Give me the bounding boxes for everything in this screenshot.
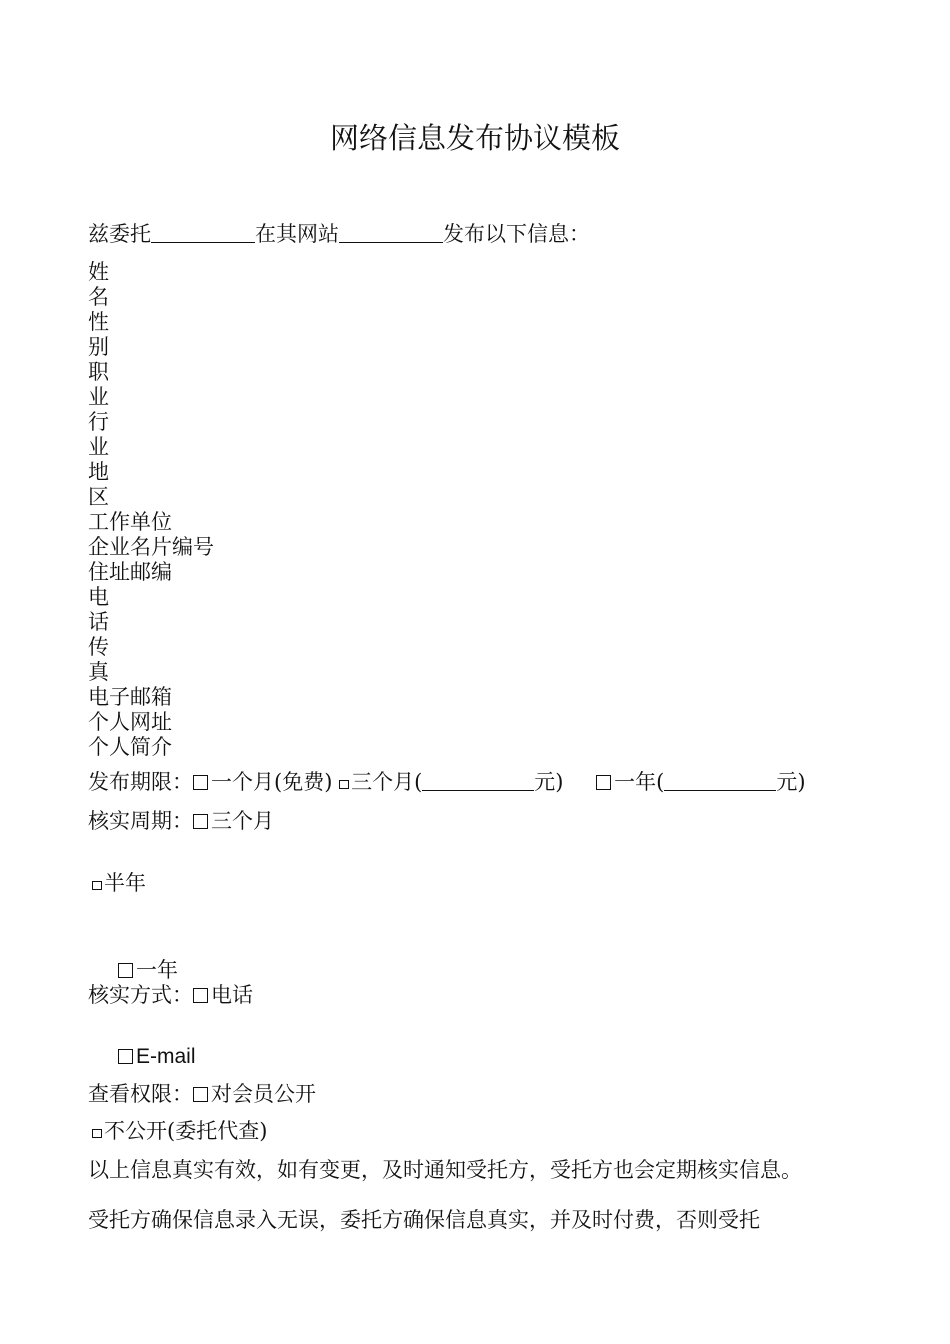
blank-three-months-fee[interactable] [422,772,534,791]
option-verify-phone: 电话 [211,983,253,1007]
option-private: 不公开(委托代查) [104,1119,268,1143]
field-label: 区 [88,485,109,509]
checkbox-verify-email[interactable] [118,1049,133,1064]
field-label: 个人简介 [88,735,172,759]
document-title: 网络信息发布协议模板 [329,121,620,155]
blank-one-year-fee[interactable] [664,772,776,791]
blank-website[interactable] [339,224,443,243]
view-permission-label: 查看权限： [88,1082,193,1106]
verify-cycle-half-year-line [92,871,146,896]
option-verify-half-year: 半年 [104,871,146,895]
option-one-year-suffix: 元) [776,770,806,794]
field-label: 行 [88,410,109,434]
blank-delegatee[interactable] [151,224,255,243]
field-label: 业 [88,385,109,409]
checkbox-three-months[interactable] [339,780,349,789]
paragraph-obligations: 受托方确保信息录入无误，委托方确保信息真实，并及时付费，否则受托 [88,1208,760,1232]
field-label: 企业名片编号 [88,535,214,559]
checkbox-public-to-members[interactable] [193,1087,208,1102]
field-label: 话 [88,610,109,634]
field-label: 名 [88,285,109,309]
field-label: 职 [88,360,109,384]
checkbox-verify-one-year[interactable] [118,963,133,978]
option-one-year-prefix: 一年( [614,770,665,794]
option-verify-email: E-mail [136,1045,196,1068]
intro-line [88,222,590,247]
field-label: 业 [88,435,109,459]
option-verify-three-months: 三个月 [211,809,274,833]
checkbox-private[interactable] [92,1129,102,1138]
checkbox-one-month[interactable] [193,775,208,790]
checkbox-verify-half-year[interactable] [92,881,102,890]
field-label: 个人网址 [88,710,172,734]
publish-term-label: 发布期限： [88,770,193,794]
intro-text-3: 发布以下信息： [443,222,590,246]
field-label: 工作单位 [88,510,172,534]
view-permission-line [88,1082,316,1107]
verify-method-line [88,983,253,1008]
field-label: 地 [88,460,109,484]
option-public-to-members: 对会员公开 [211,1082,316,1106]
intro-text-2: 在其网站 [255,222,339,246]
checkbox-verify-phone[interactable] [193,988,208,1003]
checkbox-one-year[interactable] [596,775,611,790]
field-label: 别 [88,335,109,359]
verify-cycle-label: 核实周期： [88,809,193,833]
checkbox-verify-three-months[interactable] [193,814,208,829]
option-verify-one-year: 一年 [136,958,178,982]
intro-text-1: 兹委托 [88,222,151,246]
field-label: 传 [88,635,109,659]
field-label: 电 [88,585,109,609]
verify-method-label: 核实方式： [88,983,193,1007]
verify-cycle-line [88,809,274,834]
info-field-list [88,260,328,760]
field-label: 性 [88,310,109,334]
paragraph-info-valid: 以上信息真实有效，如有变更，及时通知受托方，受托方也会定期核实信息。 [88,1158,802,1182]
option-three-months-prefix: 三个月( [351,770,423,794]
field-label: 真 [88,660,109,684]
field-label: 电子邮箱 [88,685,172,709]
field-label: 住址邮编 [88,560,172,584]
view-permission-private-line [92,1119,267,1144]
option-one-month: 一个月(免费) [211,770,333,794]
field-label: 姓 [88,260,109,284]
option-three-months-suffix: 元) [534,770,564,794]
verify-cycle-one-year-line [118,958,178,983]
publish-term-line [88,770,806,795]
verify-method-email-line [118,1044,196,1069]
